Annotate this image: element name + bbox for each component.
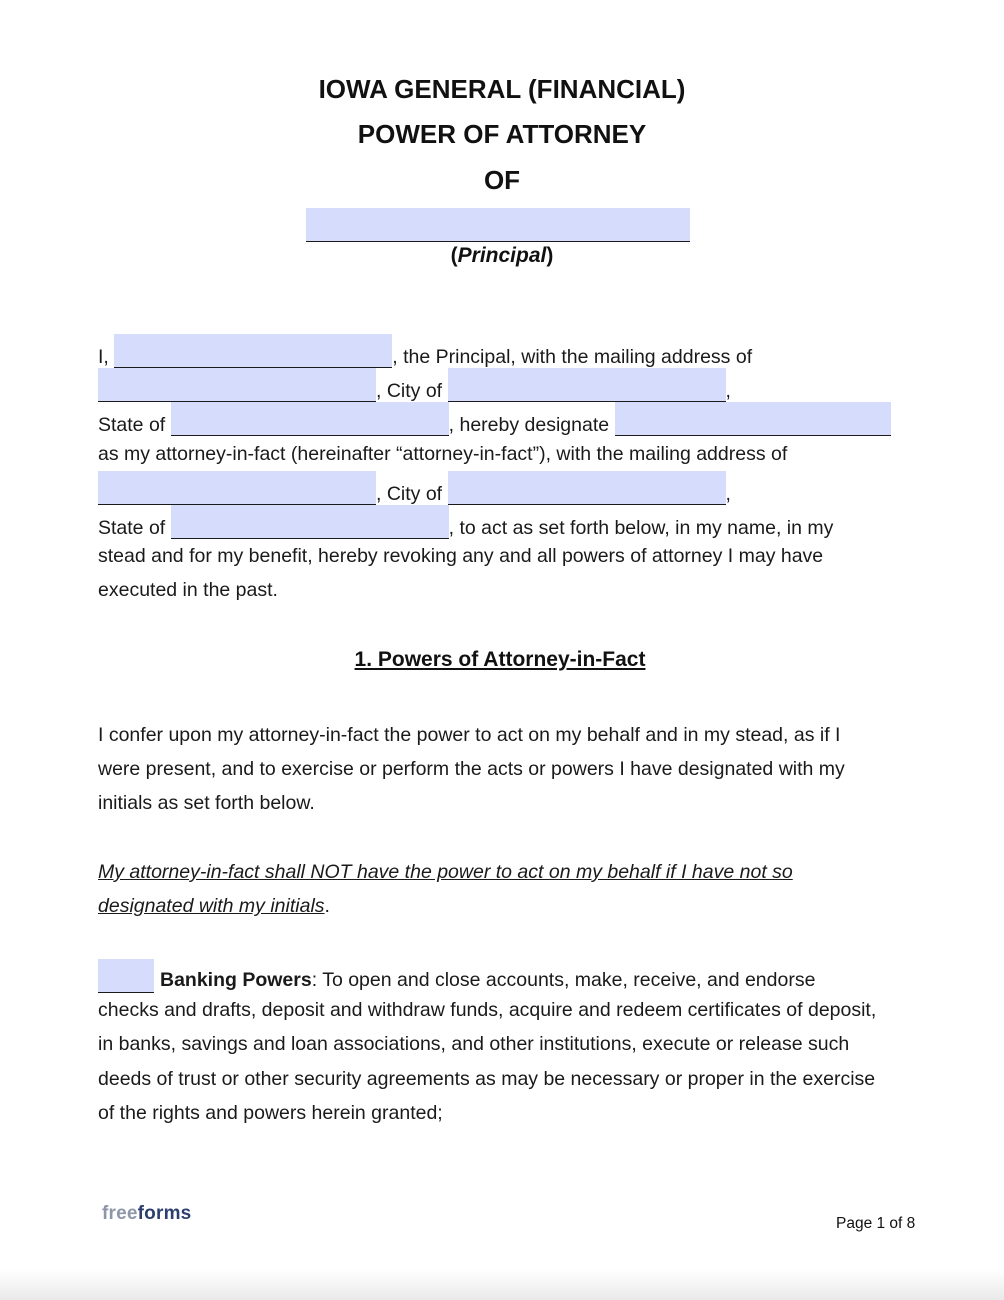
banking-line-3: in banks, savings and loan associations, and other institutions, execute or release such <box>98 1033 850 1056</box>
freeforms-logo: freeforms <box>102 1203 192 1224</box>
principal-label-text: Principal <box>457 244 547 267</box>
attorney-city-field[interactable] <box>448 471 726 505</box>
section-1-heading: 1. Powers of Attorney-in-Fact <box>354 648 646 671</box>
title-line-3: OF <box>483 165 521 195</box>
powers-intro-paragraph <box>98 718 904 821</box>
intro-line-2: , City of , <box>98 368 904 402</box>
intro-line-7: stead and for my benefit, hereby revoking any and all powers of attorney I may have <box>98 545 824 568</box>
principal-label: (Principal) <box>450 244 554 267</box>
viewer-bottom-shadow <box>0 1270 1004 1300</box>
principal-state-field[interactable] <box>171 402 449 436</box>
banking-powers-title: Banking Powers <box>160 969 312 991</box>
intro-line-1: I, , the Principal, with the mailing address of <box>98 334 904 368</box>
initials-note-line-1: My attorney-in-fact shall NOT have the power to act on my behalf if I have not so <box>98 861 793 883</box>
attorney-name-field[interactable] <box>615 402 891 436</box>
title-line-1: IOWA GENERAL (FINANCIAL) <box>318 74 686 104</box>
attorney-address-field[interactable] <box>98 471 376 505</box>
banking-powers-clause <box>98 959 904 1130</box>
initials-note: My attorney-in-fact shall NOT have the power to act on my behalf if I have not so designated with my initials. <box>98 861 793 918</box>
powers-intro-line-3: initials as set forth below. <box>98 792 315 815</box>
powers-intro-line-1: I confer upon my attorney-in-fact the power to act on my behalf and in my stead, as if I <box>98 724 841 746</box>
principal-city-field[interactable] <box>448 368 726 402</box>
intro-line-5: , City of , <box>98 471 904 505</box>
principal-name-title-field[interactable] <box>306 208 690 242</box>
banking-line-4: deeds of trust or other security agreements as may be necessary or proper in the exercise <box>98 1067 876 1090</box>
powers-intro-line-2: were present, and to exercise or perform the acts or powers I have designated with my <box>98 758 845 781</box>
attorney-state-field[interactable] <box>171 505 449 539</box>
intro-line-3: State of , hereby designate <box>98 402 904 436</box>
banking-initials-field[interactable] <box>98 959 154 993</box>
intro-line-6: State of , to act as set forth below, in my name, in my <box>98 505 904 539</box>
title-line-2: POWER OF ATTORNEY <box>357 119 647 149</box>
principal-address-field[interactable] <box>98 368 376 402</box>
intro-paragraph <box>98 334 904 608</box>
principal-name-field[interactable] <box>114 334 392 368</box>
intro-line-8: executed in the past. <box>98 579 278 602</box>
banking-line-2: checks and drafts, deposit and withdraw funds, acquire and redeem certificates of deposit, <box>98 999 877 1022</box>
intro-line-4: as my attorney-in-fact (hereinafter “attorney-in-fact”), with the mailing address of <box>98 442 788 465</box>
banking-line-5: of the rights and powers herein granted; <box>98 1101 443 1124</box>
banking-line-1: Banking Powers: To open and close accounts, make, receive, and endorse <box>98 959 904 993</box>
initials-note-line-2: designated with my initials <box>98 895 325 918</box>
page-number: Page 1 of 8 <box>836 1215 916 1232</box>
